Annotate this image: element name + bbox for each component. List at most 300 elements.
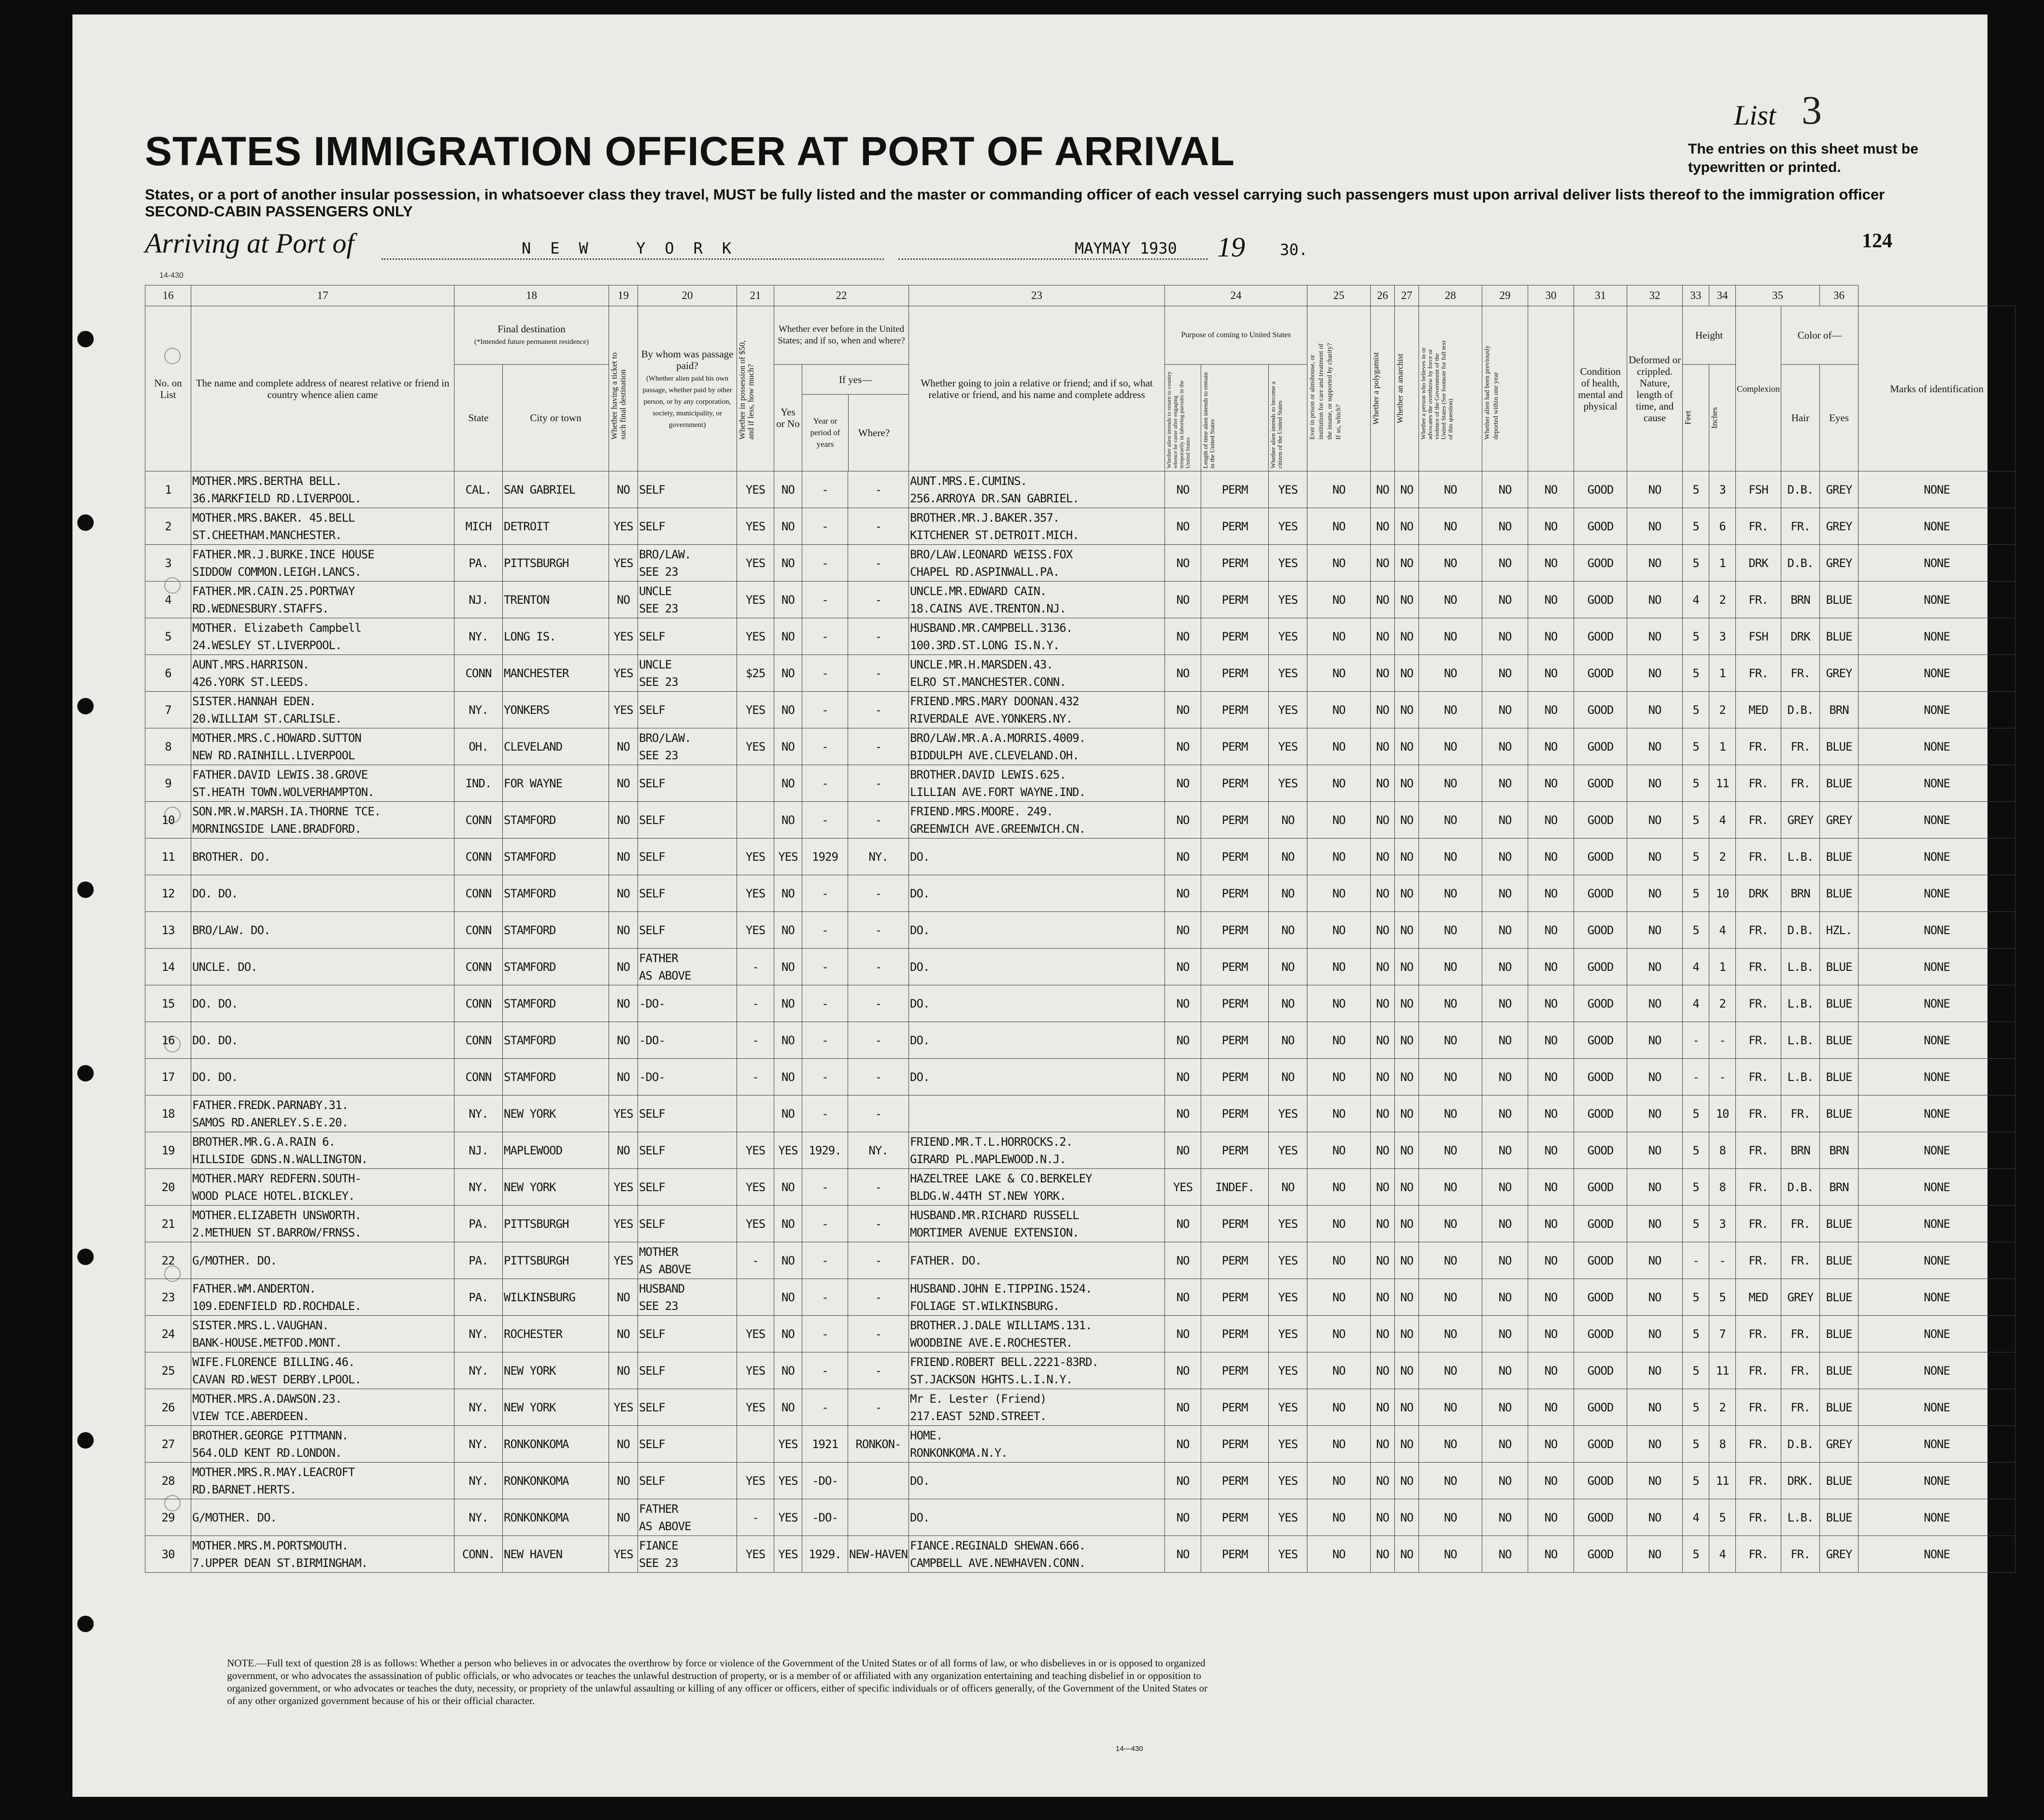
polygamist-cell: NO [1371, 1536, 1395, 1573]
row-number: 29 [145, 1499, 191, 1536]
destination-city: TRENTON [503, 582, 609, 618]
table-row [145, 1536, 2016, 1573]
join-relative [909, 1059, 1165, 1095]
column-number: 31 [1574, 285, 1627, 306]
column-30-cell: NO [1528, 1095, 1574, 1132]
table-row [145, 985, 2016, 1022]
ticket-cell: YES [609, 1206, 638, 1242]
purpose-return: NO [1165, 1536, 1201, 1573]
ever-before: NO [774, 618, 802, 655]
join-relative [909, 912, 1165, 949]
cash-cell: - [737, 1022, 774, 1059]
passage-paid [638, 839, 737, 875]
prison-cell: NO [1307, 765, 1371, 802]
nearest-relative [191, 1316, 454, 1352]
passage-paid [638, 875, 737, 912]
health-cell: GOOD [1574, 1499, 1627, 1536]
join-relative [909, 1499, 1165, 1536]
where-cell: - [848, 1206, 909, 1242]
destination-state: NY. [454, 692, 503, 728]
column-number: 35 [1736, 285, 1820, 306]
year-period: - [802, 1389, 848, 1426]
prison-cell: NO [1307, 1242, 1371, 1279]
health-cell: GOOD [1574, 1352, 1627, 1389]
anarchist-cell: NO [1395, 802, 1419, 839]
hair-color: BRN [1781, 582, 1820, 618]
manifest-rows [145, 471, 2016, 1573]
passage-paid-line: -DO- [639, 1033, 665, 1047]
complexion-cell: MED [1736, 692, 1781, 728]
marks-cell: NONE [1859, 1132, 2016, 1169]
year-period: - [802, 1169, 848, 1206]
column-number: 24 [1165, 285, 1307, 306]
height-feet: 5 [1683, 655, 1709, 692]
health-cell: GOOD [1574, 1242, 1627, 1279]
purpose-length: PERM [1201, 1352, 1269, 1389]
purpose-length: PERM [1201, 1132, 1269, 1169]
join-relative [909, 582, 1165, 618]
nearest-relative-line: G/MOTHER. DO. [192, 1253, 277, 1267]
table-row [145, 1022, 2016, 1059]
overthrow-cell: NO [1419, 802, 1482, 839]
complexion-cell: FR. [1736, 1022, 1781, 1059]
row-number: 4 [145, 582, 191, 618]
marks-cell: NONE [1859, 912, 2016, 949]
height-feet: 5 [1683, 618, 1709, 655]
table-row [145, 1463, 2016, 1499]
deformed-cell: NO [1627, 545, 1683, 582]
destination-city: STAMFORD [503, 985, 609, 1022]
prison-cell: NO [1307, 1499, 1371, 1536]
deformed-cell: NO [1627, 1426, 1683, 1463]
where-cell: - [848, 582, 909, 618]
nearest-relative [191, 1463, 454, 1499]
anarchist-cell: NO [1395, 1206, 1419, 1242]
health-cell: GOOD [1574, 1426, 1627, 1463]
feet-text: Feet [1683, 411, 1693, 425]
table-row [145, 875, 2016, 912]
purpose-return: NO [1165, 508, 1201, 545]
cash-cell: YES [737, 1132, 774, 1169]
ticket-cell: NO [609, 839, 638, 875]
purpose-length: PERM [1201, 1499, 1269, 1536]
polygamist-cell: NO [1371, 839, 1395, 875]
row-number: 16 [145, 1022, 191, 1059]
binder-hole [77, 1616, 94, 1632]
ticket-cell: NO [609, 1132, 638, 1169]
height-inches: - [1709, 1242, 1736, 1279]
where-cell: - [848, 802, 909, 839]
overthrow-cell: NO [1419, 1499, 1482, 1536]
where-cell: - [848, 1279, 909, 1316]
cash-cell [737, 802, 774, 839]
join-relative-line: Mr E. Lester (Friend) [910, 1392, 1047, 1406]
row-number: 1 [145, 471, 191, 508]
passage-paid [638, 1169, 737, 1206]
marks-cell: NONE [1859, 985, 2016, 1022]
eye-color: BLUE [1820, 728, 1859, 765]
nearest-relative [191, 508, 454, 545]
hair-color: FR. [1781, 1316, 1820, 1352]
row-number: 8 [145, 728, 191, 765]
purpose-citizen: YES [1269, 1536, 1307, 1573]
header-year-period: Year or period of years [802, 395, 849, 471]
column-30-cell: NO [1528, 1352, 1574, 1389]
polygamist-cell: NO [1371, 985, 1395, 1022]
passage-paid-line: -DO- [639, 1070, 665, 1084]
year-period: - [802, 875, 848, 912]
anarchist-cell: NO [1395, 1536, 1419, 1573]
join-relative [909, 802, 1165, 839]
table-row [145, 1352, 2016, 1389]
anarchist-cell: NO [1395, 618, 1419, 655]
join-relative [909, 1169, 1165, 1206]
destination-city: STAMFORD [503, 1059, 609, 1095]
join-relative [909, 949, 1165, 985]
cash-cell: YES [737, 1463, 774, 1499]
marks-cell: NONE [1859, 618, 2016, 655]
header-deported [1482, 306, 1528, 471]
nearest-relative-line: BROTHER.GEORGE PITTMANN. [192, 1428, 348, 1442]
health-cell: GOOD [1574, 1536, 1627, 1573]
complexion-cell: FR. [1736, 1242, 1781, 1279]
purpose-return: NO [1165, 1095, 1201, 1132]
overthrow-cell: NO [1419, 545, 1482, 582]
cash-cell: YES [737, 692, 774, 728]
year-period: - [802, 912, 848, 949]
join-relative-line: DO. [910, 1474, 930, 1488]
destination-city: LONG IS. [503, 618, 609, 655]
complexion-cell: FR. [1736, 949, 1781, 985]
column-30-cell: NO [1528, 655, 1574, 692]
prison-cell: NO [1307, 802, 1371, 839]
ticket-cell: NO [609, 1426, 638, 1463]
purpose-length: PERM [1201, 1426, 1269, 1463]
passage-paid [638, 1242, 737, 1279]
purpose-return: NO [1165, 728, 1201, 765]
anarchist-cell: NO [1395, 655, 1419, 692]
height-inches: 2 [1709, 985, 1736, 1022]
purpose-b-text: Length of time alien intends to remain in the United States [1202, 372, 1216, 469]
purpose-length: PERM [1201, 471, 1269, 508]
year-period: - [802, 1095, 848, 1132]
anarchist-cell: NO [1395, 692, 1419, 728]
header-health: Condition of health, mental and physical [1574, 306, 1627, 471]
header-prison [1307, 306, 1371, 471]
destination-city: ROCHESTER [503, 1316, 609, 1352]
complexion-cell: DRK [1736, 875, 1781, 912]
cash-cell: - [737, 1242, 774, 1279]
nearest-relative-line: ST.HEATH TOWN.WOLVERHAMPTON. [192, 785, 374, 799]
height-feet: 5 [1683, 1169, 1709, 1206]
where-cell: - [848, 618, 909, 655]
destination-state: CONN [454, 1059, 503, 1095]
deformed-cell: NO [1627, 728, 1683, 765]
height-inches: 10 [1709, 875, 1736, 912]
join-relative-line: MORTIMER AVENUE EXTENSION. [910, 1225, 1079, 1239]
table-row [145, 765, 2016, 802]
passage-paid [638, 582, 737, 618]
year-period: - [802, 471, 848, 508]
purpose-return: NO [1165, 471, 1201, 508]
ticket-cell: NO [609, 1022, 638, 1059]
join-relative [909, 1242, 1165, 1279]
join-relative-line: HOME. [910, 1428, 943, 1442]
where-cell: - [848, 545, 909, 582]
hair-color: BRN [1781, 875, 1820, 912]
column-30-cell: NO [1528, 545, 1574, 582]
column-30-cell: NO [1528, 1132, 1574, 1169]
row-number: 3 [145, 545, 191, 582]
deported-cell: NO [1482, 1095, 1528, 1132]
nearest-relative-line: SISTER.HANNAH EDEN. [192, 694, 316, 708]
column-30-cell: NO [1528, 1206, 1574, 1242]
page-number: 124 [1862, 230, 1892, 252]
height-inches: 11 [1709, 1352, 1736, 1389]
table-row [145, 839, 2016, 875]
year-period: 1921 [802, 1426, 848, 1463]
row-number: 21 [145, 1206, 191, 1242]
eye-color: BLUE [1820, 949, 1859, 985]
purpose-c-text: Whether alien intends to become a citizen of the United States [1269, 381, 1284, 469]
passage-paid-line: SEE 23 [639, 748, 678, 762]
destination-city: PITTSBURGH [503, 1242, 609, 1279]
purpose-length: PERM [1201, 875, 1269, 912]
eye-color: BLUE [1820, 1059, 1859, 1095]
ticket-cell: YES [609, 618, 638, 655]
deformed-cell: NO [1627, 912, 1683, 949]
purpose-length: PERM [1201, 1536, 1269, 1573]
purpose-citizen: YES [1269, 655, 1307, 692]
nearest-relative [191, 692, 454, 728]
purpose-citizen: YES [1269, 618, 1307, 655]
destination-city: STAMFORD [503, 875, 609, 912]
destination-city: STAMFORD [503, 839, 609, 875]
deported-cell: NO [1482, 1132, 1528, 1169]
join-relative-line: UNCLE.MR.H.MARSDEN.43. [910, 657, 1053, 671]
ticket-cell: NO [609, 912, 638, 949]
height-feet: 5 [1683, 1095, 1709, 1132]
marks-cell: NONE [1859, 1463, 2016, 1499]
height-feet: 5 [1683, 1279, 1709, 1316]
health-cell: GOOD [1574, 1316, 1627, 1352]
header-anarchist [1395, 306, 1419, 471]
row-number: 12 [145, 875, 191, 912]
polygamist-cell: NO [1371, 655, 1395, 692]
ever-before: NO [774, 1316, 802, 1352]
ticket-cell: YES [609, 655, 638, 692]
column-30-cell: NO [1528, 1426, 1574, 1463]
ever-before: NO [774, 692, 802, 728]
height-feet: 4 [1683, 985, 1709, 1022]
cash-cell: - [737, 1499, 774, 1536]
nearest-relative-line: FATHER.DAVID LEWIS.38.GROVE [192, 768, 368, 782]
year-period: -DO- [802, 1499, 848, 1536]
prison-cell: NO [1307, 1022, 1371, 1059]
height-inches: 2 [1709, 1389, 1736, 1426]
where-cell: - [848, 728, 909, 765]
join-relative [909, 618, 1165, 655]
table-row [145, 508, 2016, 545]
where-cell: - [848, 875, 909, 912]
passage-paid [638, 545, 737, 582]
complexion-cell: FR. [1736, 985, 1781, 1022]
passage-paid [638, 692, 737, 728]
header-complexion: Complexion [1736, 306, 1781, 471]
health-cell: GOOD [1574, 765, 1627, 802]
health-cell: GOOD [1574, 802, 1627, 839]
year-period: 1929. [802, 1536, 848, 1573]
health-cell: GOOD [1574, 1022, 1627, 1059]
passage-paid [638, 1499, 737, 1536]
overthrow-cell: NO [1419, 1242, 1482, 1279]
ever-before: NO [774, 1169, 802, 1206]
prison-cell: NO [1307, 692, 1371, 728]
eye-color: HZL. [1820, 912, 1859, 949]
prison-cell: NO [1307, 1132, 1371, 1169]
health-cell: GOOD [1574, 655, 1627, 692]
destination-city: NEW YORK [503, 1169, 609, 1206]
ever-before: NO [774, 875, 802, 912]
ticket-cell: NO [609, 582, 638, 618]
hair-color: D.B. [1781, 545, 1820, 582]
nearest-relative [191, 1536, 454, 1573]
passage-paid-line: SELF [639, 1364, 665, 1378]
nearest-relative-line: 7.UPPER DEAN ST.BIRMINGHAM. [192, 1556, 368, 1570]
purpose-length: PERM [1201, 508, 1269, 545]
health-cell: GOOD [1574, 692, 1627, 728]
column-30-cell: NO [1528, 912, 1574, 949]
join-relative-line: FRIEND.ROBERT BELL.2221-83RD. [910, 1355, 1099, 1369]
where-cell: - [848, 1059, 909, 1095]
overthrow-cell: NO [1419, 1022, 1482, 1059]
ticket-cell: YES [609, 1536, 638, 1573]
cash-cell: YES [737, 728, 774, 765]
destination-city: NEW HAVEN [503, 1536, 609, 1573]
purpose-citizen: YES [1269, 582, 1307, 618]
eye-color: BLUE [1820, 1206, 1859, 1242]
height-inches: 4 [1709, 1536, 1736, 1573]
polygamist-cell: NO [1371, 1242, 1395, 1279]
anarchist-cell: NO [1395, 839, 1419, 875]
year-period: -DO- [802, 1463, 848, 1499]
join-relative-line: DO. [910, 1070, 930, 1084]
complexion-cell: FSH [1736, 471, 1781, 508]
health-cell: GOOD [1574, 1279, 1627, 1316]
where-cell: - [848, 1389, 909, 1426]
polygamist-cell: NO [1371, 1169, 1395, 1206]
height-inches: 2 [1709, 582, 1736, 618]
height-feet: 5 [1683, 1389, 1709, 1426]
hair-color: FR. [1781, 728, 1820, 765]
height-feet: 5 [1683, 1536, 1709, 1573]
overthrow-cell: NO [1419, 582, 1482, 618]
deformed-cell: NO [1627, 1316, 1683, 1352]
destination-state: NY. [454, 1095, 503, 1132]
deported-cell: NO [1482, 912, 1528, 949]
dotted-line [898, 258, 1207, 260]
purpose-citizen: YES [1269, 1463, 1307, 1499]
purpose-return: NO [1165, 1426, 1201, 1463]
passage-paid-line: BRO/LAW. [639, 547, 691, 561]
overthrow-cell: NO [1419, 471, 1482, 508]
deformed-cell: NO [1627, 1352, 1683, 1389]
marks-cell: NONE [1859, 875, 2016, 912]
cash-cell: YES [737, 1352, 774, 1389]
purpose-citizen: YES [1269, 471, 1307, 508]
passage-paid [638, 1095, 737, 1132]
marks-cell: NONE [1859, 1352, 2016, 1389]
ever-before: NO [774, 1095, 802, 1132]
row-number: 24 [145, 1316, 191, 1352]
nearest-relative-line: BROTHER.MR.G.A.RAIN 6. [192, 1135, 335, 1149]
passage-paid [638, 618, 737, 655]
where-cell: - [848, 655, 909, 692]
passage-paid-line: SELF [639, 629, 665, 643]
hair-color: BRN [1781, 1132, 1820, 1169]
height-inches: 3 [1709, 471, 1736, 508]
subtitle-line: States, or a port of another insular possession, in whatsoever class they travel, MUST be fully listed and the master or commanding officer of each vessel carrying such passengers must upon arrival deliver lists thereof to the immigration officer [145, 186, 1885, 203]
ever-before: NO [774, 1352, 802, 1389]
marks-cell: NONE [1859, 1316, 2016, 1352]
cash-cell: $25 [737, 655, 774, 692]
passage-paid-note: (Whether alien paid his own passage, whether paid by other person, or by any corporation, society, municipality, or government) [642, 374, 732, 429]
destination-state: CONN [454, 875, 503, 912]
purpose-length: PERM [1201, 949, 1269, 985]
overthrow-cell: NO [1419, 1426, 1482, 1463]
health-cell: GOOD [1574, 875, 1627, 912]
column-number: 23 [909, 285, 1165, 306]
health-cell: GOOD [1574, 1132, 1627, 1169]
passage-paid [638, 1352, 737, 1389]
nearest-relative [191, 1242, 454, 1279]
height-feet: 5 [1683, 1352, 1709, 1389]
table-row [145, 618, 2016, 655]
nearest-relative [191, 655, 454, 692]
purpose-citizen: NO [1269, 875, 1307, 912]
eye-color: GREY [1820, 1426, 1859, 1463]
column-30-cell: NO [1528, 1536, 1574, 1573]
height-feet: 5 [1683, 1206, 1709, 1242]
header-yes-or-no: Yes or No [774, 365, 802, 471]
where-cell: - [848, 1169, 909, 1206]
inches-text: Inches [1710, 407, 1719, 429]
health-cell: GOOD [1574, 471, 1627, 508]
join-relative [909, 692, 1165, 728]
deported-cell: NO [1482, 839, 1528, 875]
cash-cell [737, 1095, 774, 1132]
header-deformed: Deformed or crippled. Nature, length of time, and cause [1627, 306, 1683, 471]
column-number: 18 [454, 285, 609, 306]
deformed-cell: NO [1627, 1059, 1683, 1095]
purpose-citizen: NO [1269, 949, 1307, 985]
column-30-cell: NO [1528, 949, 1574, 985]
cash-cell: YES [737, 1206, 774, 1242]
eye-color: BLUE [1820, 582, 1859, 618]
deformed-cell: NO [1627, 1206, 1683, 1242]
year-period: - [802, 949, 848, 985]
overthrow-cell: NO [1419, 1206, 1482, 1242]
nearest-relative [191, 875, 454, 912]
height-inches: 4 [1709, 802, 1736, 839]
height-inches: 3 [1709, 1206, 1736, 1242]
cash-cell: YES [737, 912, 774, 949]
join-relative-line: HUSBAND.MR.RICHARD RUSSELL [910, 1208, 1079, 1222]
health-cell: GOOD [1574, 545, 1627, 582]
header-feet [1683, 365, 1709, 471]
deported-cell: NO [1482, 1279, 1528, 1316]
anarchist-cell: NO [1395, 1389, 1419, 1426]
